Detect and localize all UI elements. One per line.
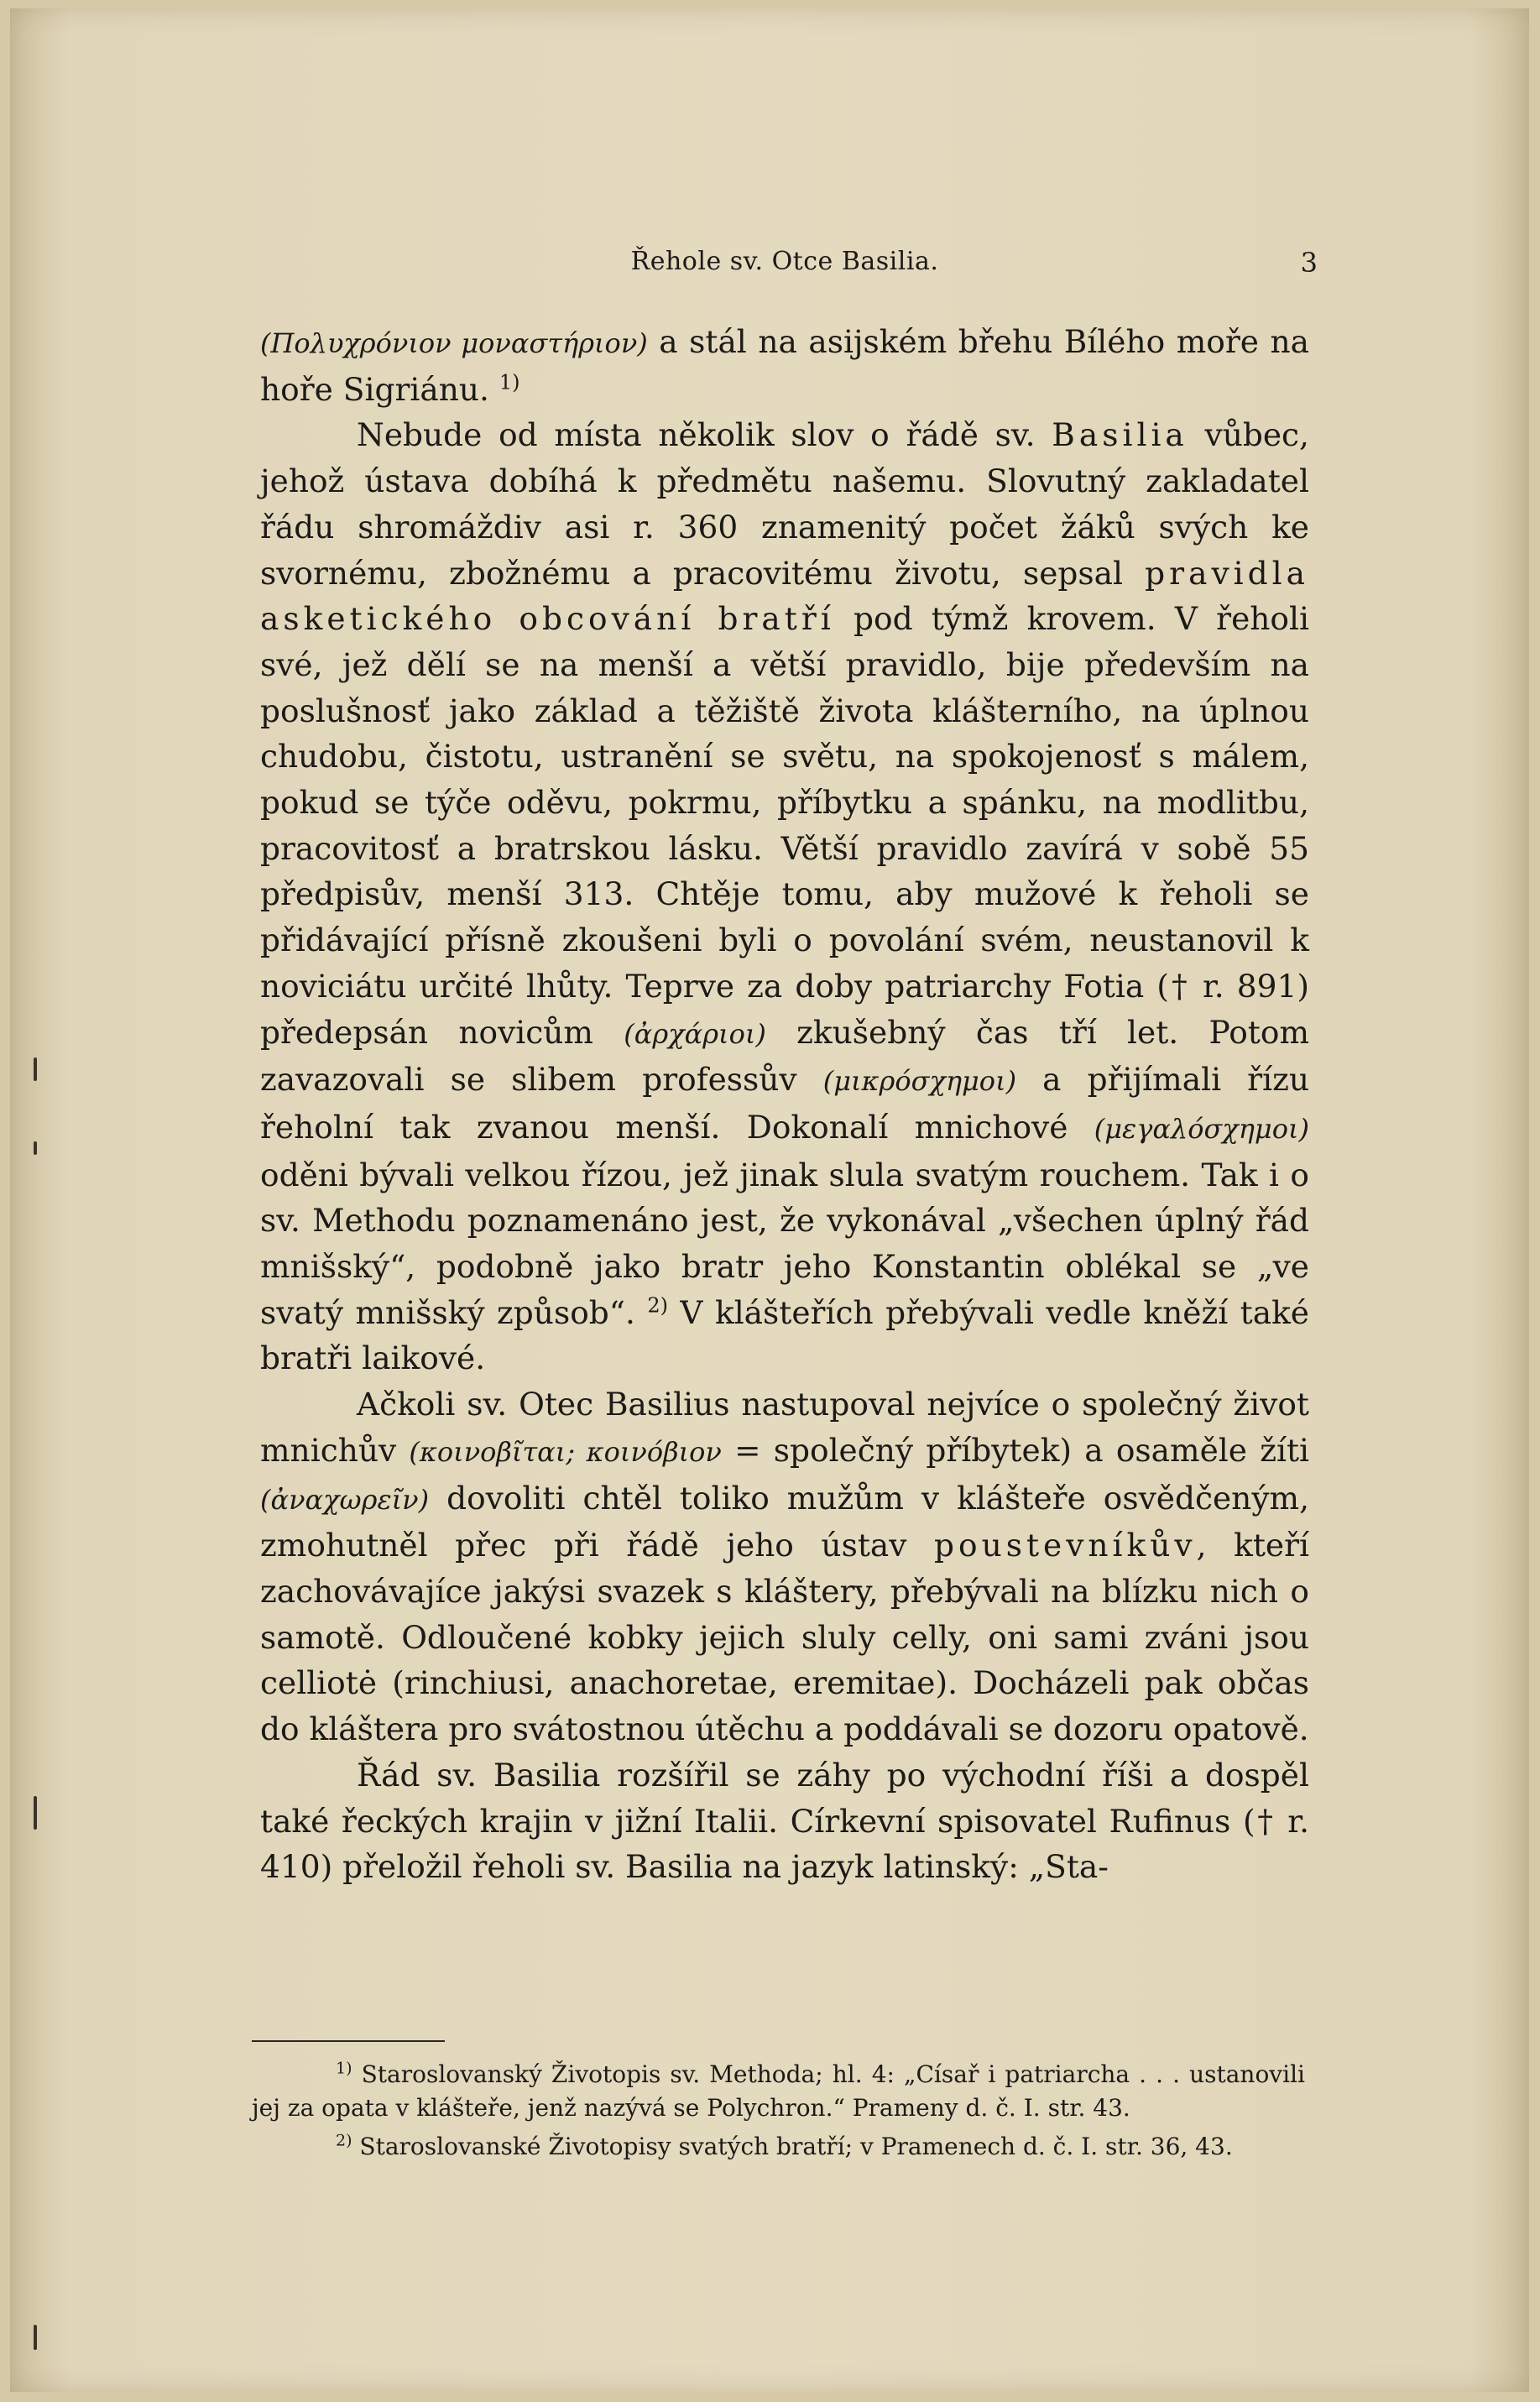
- spaced-term: Basilia: [1052, 416, 1188, 454]
- paragraph-4: Řád sv. Basilia rozšířil se záhy po východní říši a dospěl také řeckých krajin v jižní Italii. Církevní spisovatel Rufinus († r. 410) přeložil řeholi sv. Basilia na jazyk latinský: „Sta-: [260, 1756, 1309, 1886]
- paragraph-1: (Πολυχρόνιον μοναστήριον) a stál na asijském břehu Bílého moře na hoře Sigriánu. $^{1)}$: [260, 323, 1309, 408]
- greek-term: (Πολυχρόνιον μοναστήριον): [260, 327, 648, 359]
- footnote-ref-2: 2): [647, 1293, 668, 1318]
- paragraph-3: Ačkoli sv. Otec Basilius nastupoval nejvíce o společný život mnichův (κοινοβῖται; κοινόβιον = společný příbytek) a osaměle žíti (ἀναχωρεῖν) dovoliti chtěl toliko mužům v klášteře osvědčeným, zmohutněl přec při řádě jeho ústav poustevníkův, kteří zachovávajíce jakýsi svazek s kláštery, přebývali na blízku nich o samotě. Odloučené kobky jejich sluly celly, oni sami zváni jsou celliotė (rinchiusi, anachoretae, eremitae). Docházeli pak občas do kláštera pro svátostnou útěchu a poddávali se dozoru opatově.: [260, 1386, 1310, 1748]
- body-text: [260, 319, 1309, 1890]
- footnotes: [252, 2058, 1305, 2169]
- greek-term: (μικρόσχημοι): [822, 1065, 1017, 1098]
- page-number: 3: [1300, 247, 1318, 279]
- running-title: Řehole sv. Otce Basilia.: [630, 247, 939, 276]
- footnote-divider: [252, 2040, 445, 2042]
- greek-term: (ἀναχωρεῖν): [260, 1483, 430, 1516]
- paragraph-2: Nebude od místa několik slov o řádě sv. Basilia vůbec, jehož ústava dobíhá k předmětu našemu. Slovutný zakladatel řádu shromáždiv asi r. 360 znamenitý počet žáků svých ke svornému, zbožnému a pracovitému životu, sepsal pravidla asketického obcování bratří pod týmž krovem. V řeholi své, jež dělí se na menší a větší pravidlo, bije především na poslušnosť jako základ a těžiště života klášterního, na úplnou chudobu, čistotu, ustranění se světu, na spokojenosť s málem, pokud se týče oděvu, pokrmu, příbytku a spánku, na modlitbu, pracovitosť a bratrskou lásku. Větší pravidlo zavírá v sobě 55 předpisův, menší 313. Chtěje tomu, aby mužové k řeholi se přidávající přísně zkoušeni byli o povolání svém, neustanovil k noviciátu určité lhůty. Teprve za doby patriarchy Fotia († r. 891) předepsán novicům (ἀρχάριοι) zkušebný čas tří let. Potom zavazovali se slibem professův (μικρόσχημοι) a přijímali řízu řeholní tak zvanou menší. Dokonalí mnichové (μεγαλόσχημοι) oděni bývali velkou řízou, jež jinak slula svatým rouchem. Tak i o sv. Methodu poznamenáno jest, že vykonával „všechen úplný řád mnišský“, podobně jako bratr jeho Konstantin oblékal se „ve svatý mnišský způsob“. $^{2)}$ V klášteřích přebývali vedle kněží také bratři laikové.: [260, 416, 1309, 1377]
- footnote-1: $^{1)}$ Staroslovanský Životopis sv. Methoda; hl. 4: „Císař i patriarcha . . . ustanovili jej za opata v klášteře, jenž nazývá se Polychron.“ Prameny d. č. I. str. 43.: [252, 2059, 1305, 2122]
- spaced-term: pravidla asketického obcování bratří: [260, 554, 1309, 638]
- footnote-2: $^{2)}$ Staroslovanské Životopisy svatých bratří; v Pramenech d. č. I. str. 36, 43.: [336, 2131, 1233, 2160]
- greek-term: (ἀρχάριοι): [624, 1017, 766, 1050]
- page-header: [252, 247, 1318, 280]
- spaced-term: poustevníkův: [933, 1527, 1197, 1564]
- greek-term: (κοινοβῖται; κοινόβιον: [409, 1435, 722, 1468]
- footnote-ref-1: 1): [499, 370, 520, 394]
- greek-term: (μεγαλόσχημοι): [1094, 1112, 1309, 1145]
